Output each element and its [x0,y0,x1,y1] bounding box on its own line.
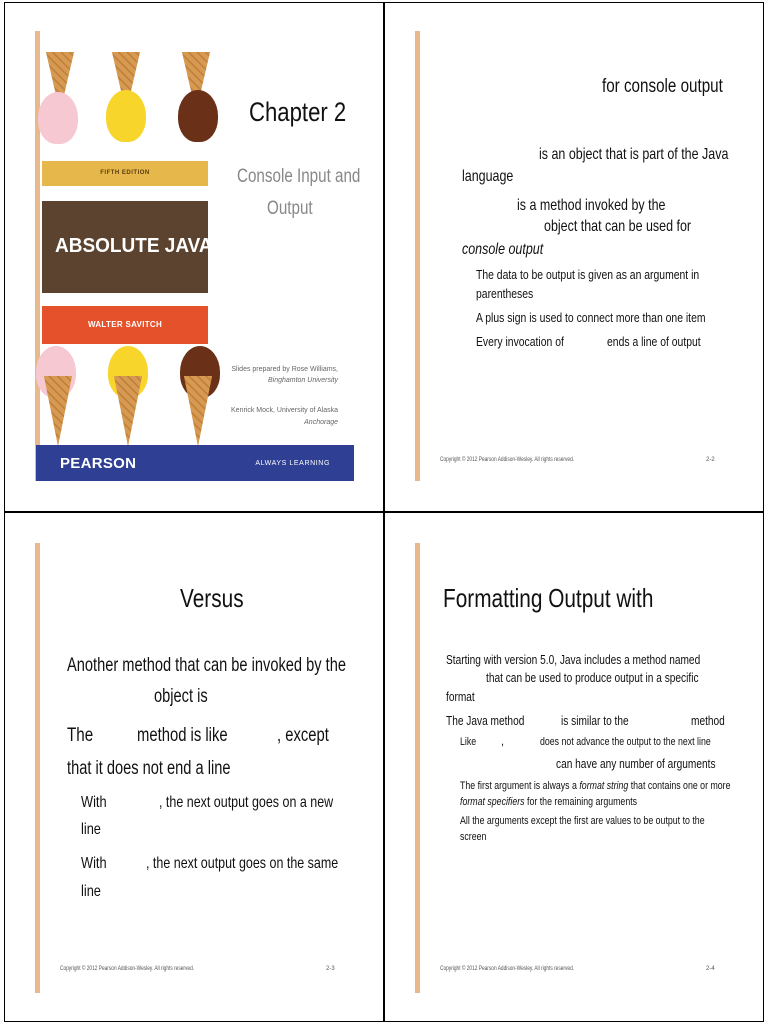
slide-title: for console output [602,76,723,97]
book-cover [42,62,213,481]
slide-accent-bar [35,31,40,481]
slide-4-formatting-output [384,512,764,1022]
sub-3-line-1 [460,780,731,792]
sub-3-em-2: format specifiers [460,796,525,808]
sub-1-comma: , [501,736,505,748]
slide-accent-bar [35,543,40,993]
bullet-2-line-3: console output [462,241,544,258]
bullet-2-start: The Java method [446,713,525,728]
sub-1-with: With [81,794,107,811]
book-title: ABSOLUTE JAVA [55,235,213,257]
sub-bullet-1-line-2: parentheses [476,286,534,301]
bullet-1-line-1: is an object that is part of the Java [539,146,729,163]
subtitle-line-2: Output [267,198,313,219]
publisher-logo: PEARSON [60,455,137,472]
sub-2-rest: , the next output goes on the same [146,855,339,872]
sub-3-post: that contains one or more [630,780,731,792]
slide-3-print-vs-println [4,512,384,1022]
bullet-1-line-1: Starting with version 5.0, Java includes a method named [446,652,701,667]
credit-2-line-1: Kenrick Mock, University of Alaska [231,407,338,414]
ice-cream-row-bottom [42,346,208,446]
sub-3-em-1: format string [579,780,629,792]
bullet-1-line-2: language [462,168,514,185]
sub-1-rest: does not advance the output to the next line [540,736,711,748]
sub-2-line-2: line [81,883,101,900]
sub-bullet-2: A plus sign is used to connect more than one item [476,310,706,325]
bullet-1-line-3: format [446,689,475,704]
tagline: ALWAYS LEARNING [255,460,330,467]
slide-accent-bar [415,31,420,481]
sub-1-rest: , the next output goes on a new [159,794,334,811]
sub-bullet-3-end: ends a line of output [607,334,701,349]
copyright-footer: Copyright © 2012 Pearson Addison-Wesley. All rights reserved. [440,966,575,972]
para-1-line-2: object is [154,686,208,707]
sub-4-line-1: All the arguments except the first are values to be output to the [460,815,705,827]
copyright-footer: Copyright © 2012 Pearson Addison-Wesley. All rights reserved. [60,966,195,972]
edition-band [42,161,208,186]
slide-1-title [4,2,384,512]
sub-2-with: With [81,855,107,872]
sub-bullet-1-line-1: The data to be output is given as an argument in [476,267,700,282]
page-number: 2-4 [706,966,715,972]
subtitle-line-1: Console Input and [237,166,361,187]
sub-1-line-2: line [81,821,101,838]
sub-3-line-2 [460,796,637,808]
ice-cream-row-top [42,62,208,157]
bullet-2-line-2: object that can be used for [544,218,692,235]
sub-4-line-2: screen [460,831,487,843]
sub-bullet-3-start: Every invocation of [476,334,564,349]
publisher-band [36,445,354,481]
slide-title: Versus [180,583,244,613]
para-2-mid: method is like [137,725,228,746]
copyright-footer: Copyright © 2012 Pearson Addison-Wesley. All rights reserved. [440,457,575,463]
para-2-line-2: that it does not end a line [67,758,231,779]
credit-2-line-2: Anchorage [304,419,338,426]
slide-title: Formatting Output with [443,583,654,613]
credit-1-line-2: Binghamton University [267,377,338,384]
credit-1-line-1: Slides prepared by Rose Williams, [231,366,338,373]
page-number: 2-3 [326,966,335,972]
para-1-line-1: Another method that can be invoked by the [67,655,346,676]
chapter-title: Chapter 2 [249,97,347,127]
sub-3-post-2: for the remaining arguments [527,796,638,808]
author-name: WALTER SAVITCH [87,320,163,329]
title-band [42,201,213,293]
slide-2-console-output [384,2,764,512]
bullet-1-line-2: that can be used to produce output in a specific [486,670,699,685]
page-number: 2-2 [706,457,715,463]
sub-1-like: Like [460,736,477,748]
author-band [42,306,208,344]
sub-3-pre: The first argument is always a [460,780,577,792]
para-2-except: , except [277,725,329,746]
slide-accent-bar [415,543,420,993]
edition-label: FIFTH EDITION [100,170,150,176]
para-2-the: The [67,725,94,746]
sub-2: can have any number of arguments [556,756,716,771]
bullet-2-end: method [691,713,725,728]
bullet-2-mid: is similar to the [561,713,629,728]
bullet-2-line-1: is a method invoked by the [517,197,666,214]
